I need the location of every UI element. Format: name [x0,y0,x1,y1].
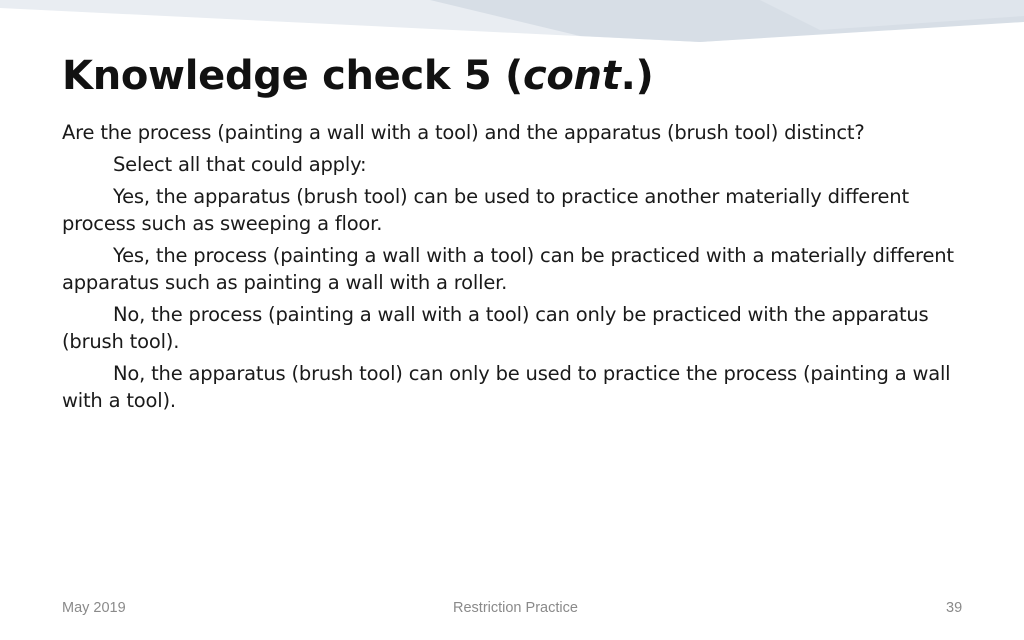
slide-title [62,50,653,102]
decorative-top-banner [0,0,1024,48]
slide-title-end: .) [620,53,654,99]
footer-date: May 2019 [62,600,126,616]
answer-option: Yes, the process (painting a wall with a tool) can be practiced with a materially different apparatus such as painting a wall with a roller. [62,244,954,294]
question-text: Are the process (painting a wall with a tool) and the apparatus (brush tool) distinct? [62,121,865,144]
slide-title-main: Knowledge check 5 ( [62,53,523,99]
answer-option: Yes, the apparatus (brush tool) can be used to practice another materially different process such as sweeping a floor. [62,185,909,235]
answer-option: No, the process (painting a wall with a tool) can only be practiced with the apparatus (brush tool). [62,303,929,353]
answer-option: No, the apparatus (brush tool) can only be used to practice the process (painting a wall with a tool). [62,362,951,412]
slide-body [62,119,967,419]
slide-number: 39 [946,600,963,616]
footer-title: Restriction Practice [453,600,578,616]
slide-title-italic: cont [522,53,621,99]
instruction-text: Select all that could apply: [113,153,367,176]
